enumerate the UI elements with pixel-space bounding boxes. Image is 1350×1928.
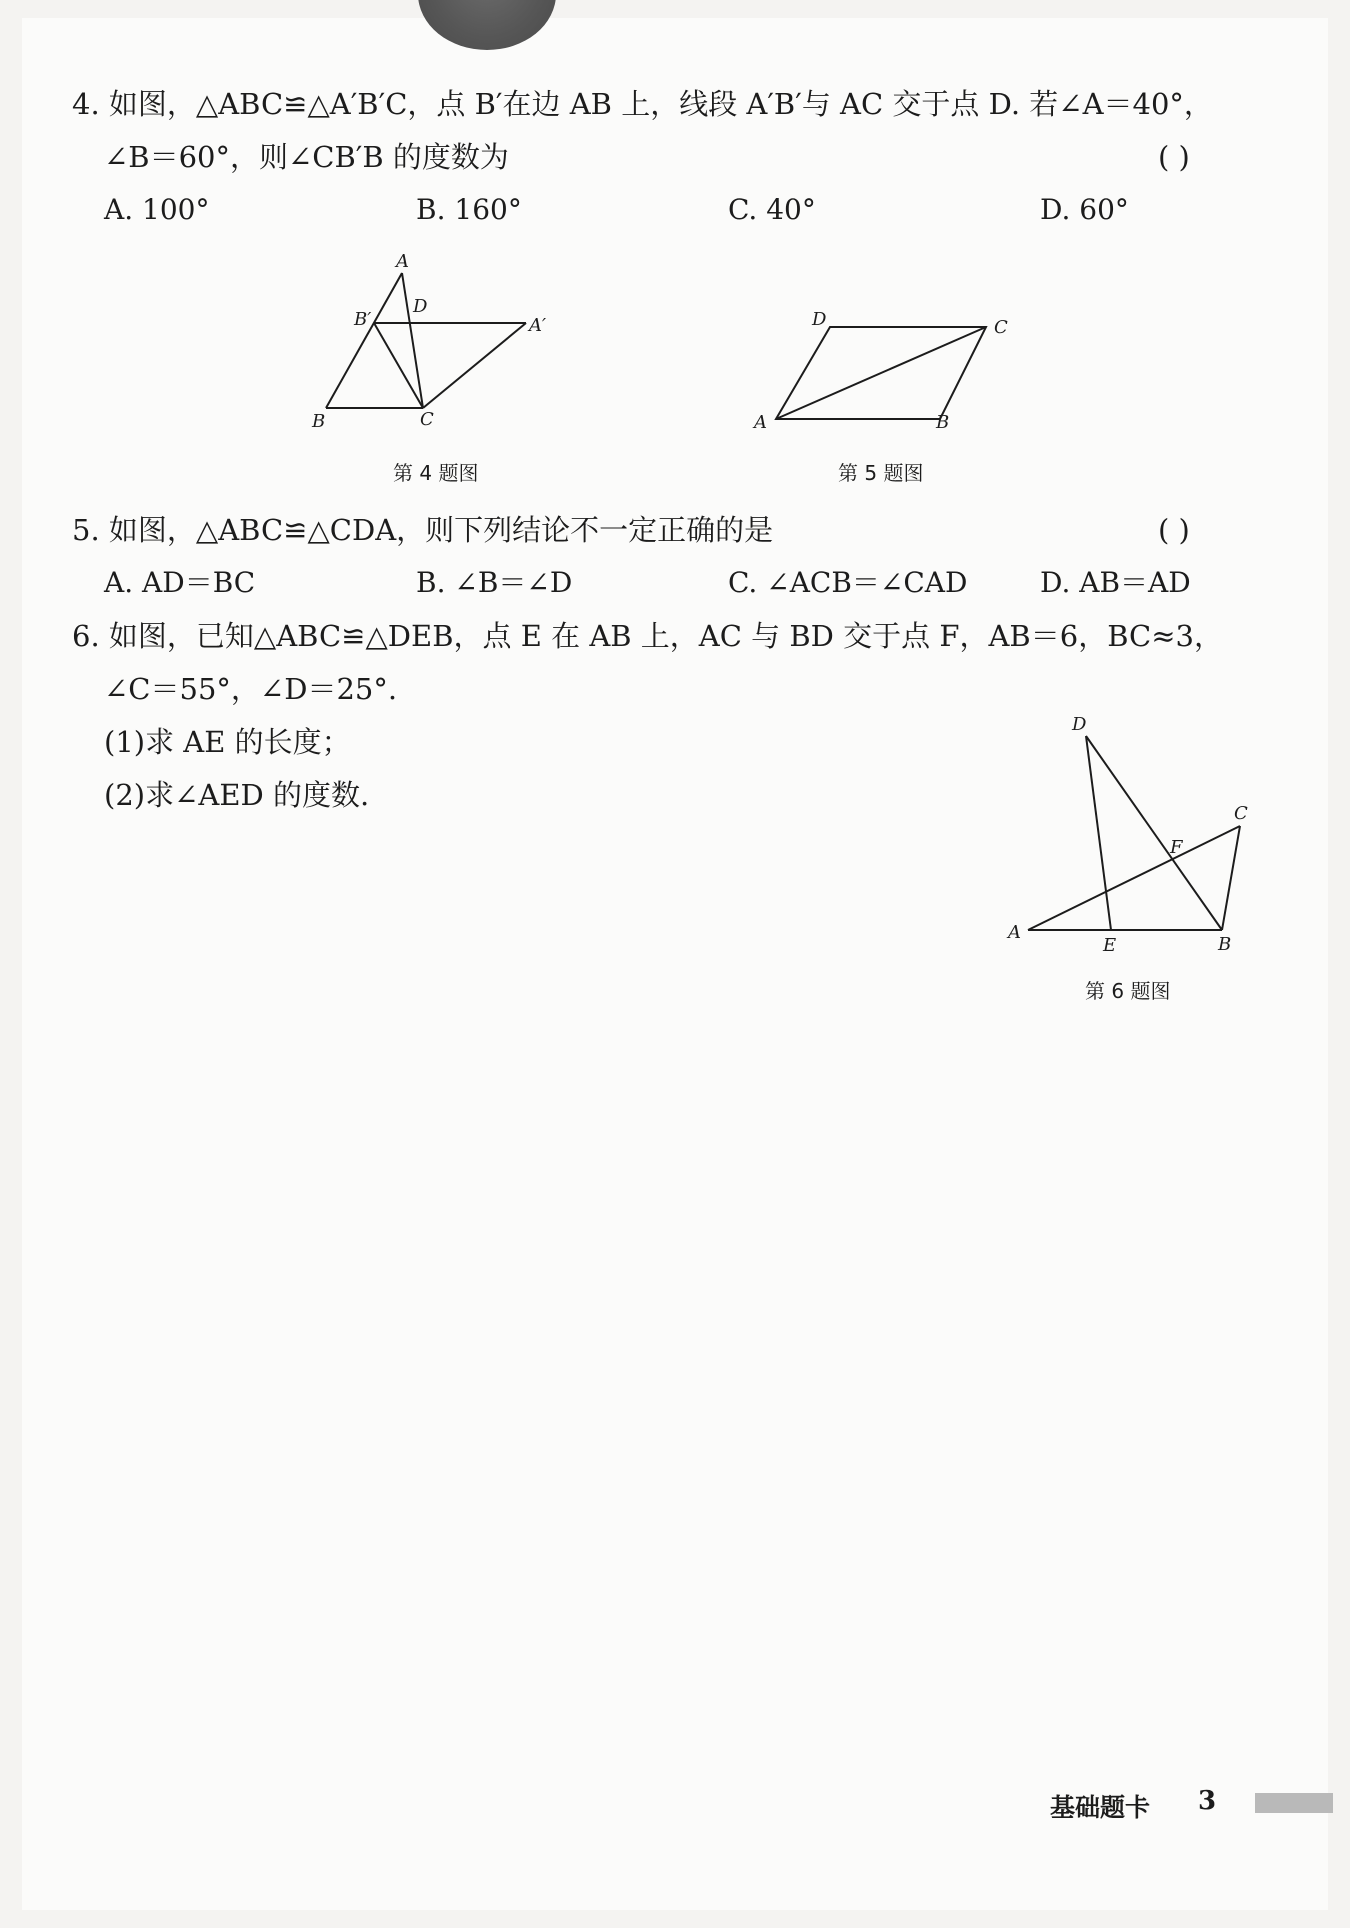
q6-figure xyxy=(1000,705,1270,955)
q5-point-d: D xyxy=(812,309,827,330)
q6-seg-ac xyxy=(1028,826,1240,930)
q4-seg-ac xyxy=(402,273,423,408)
q4-figure xyxy=(300,245,560,435)
q5-figure xyxy=(750,305,1030,435)
q5-answer-paren: ( ) xyxy=(1158,513,1190,547)
q5-point-b: B xyxy=(936,412,950,433)
q5-option-d: D. AB＝AD xyxy=(1040,566,1191,599)
q6-stem-line2: ∠C＝55°，∠D＝25°. xyxy=(104,672,398,706)
q4-point-a1: A′ xyxy=(529,315,547,336)
q4-point-b: B xyxy=(312,411,326,432)
page-number: 3 xyxy=(1198,1786,1217,1816)
q6-figure-caption: 第 6 题图 xyxy=(1085,979,1171,1003)
q6-point-e: E xyxy=(1103,935,1117,955)
footer-tab-bar xyxy=(1255,1793,1333,1813)
q6-stem-line1: 6. 如图，已知△ABC≌△DEB，点 E 在 AB 上，AC 与 BD 交于点 F，AB＝6，BC≈3， xyxy=(72,619,1223,653)
q4-point-b1: B′ xyxy=(354,309,372,330)
q5-option-a: A. AD＝BC xyxy=(104,566,256,599)
q4-option-d: D. 60° xyxy=(1040,193,1129,226)
q5-point-c: C xyxy=(994,317,1008,338)
q6-sub-question-2: (2)求∠AED 的度数. xyxy=(104,778,370,812)
q4-point-d: D xyxy=(413,296,428,317)
q5-option-c: C. ∠ACB＝∠CAD xyxy=(728,566,968,599)
q6-point-f: F xyxy=(1170,837,1183,858)
q4-option-c: C. 40° xyxy=(728,193,816,226)
q4-point-c: C xyxy=(420,409,434,430)
worksheet-page xyxy=(22,18,1328,1910)
q4-stem-line2: ∠B＝60°，则∠CB′B 的度数为 xyxy=(104,140,509,174)
q5-figure-caption: 第 5 题图 xyxy=(838,461,924,485)
q5-stem-line1: 5. 如图，△ABC≌△CDA，则下列结论不一定正确的是 xyxy=(72,513,774,547)
q4-stem-line1: 4. 如图，△ABC≌△A′B′C，点 B′在边 AB 上，线段 A′B′与 AC 交于点 D. 若∠A＝40°， xyxy=(72,87,1213,121)
q5-option-b: B. ∠B＝∠D xyxy=(416,566,573,599)
q5-point-a: A xyxy=(754,412,767,433)
q6-sub-question-1: (1)求 AE 的长度； xyxy=(104,725,351,759)
q6-seg-cb xyxy=(1222,826,1240,930)
footer-title: 基础题卡 xyxy=(1050,1793,1151,1822)
q4-answer-paren: ( ) xyxy=(1158,140,1190,174)
q5-diagonal-ac xyxy=(776,327,986,419)
q4-option-a: A. 100° xyxy=(104,193,210,226)
q4-seg-ab xyxy=(326,273,402,408)
q6-point-a: A xyxy=(1008,922,1021,943)
q6-point-b: B xyxy=(1218,934,1232,955)
q6-point-d: D xyxy=(1072,714,1087,735)
q4-point-a: A xyxy=(396,251,409,272)
q6-point-c: C xyxy=(1234,803,1248,824)
q4-option-b: B. 160° xyxy=(416,193,522,226)
q4-figure-caption: 第 4 题图 xyxy=(393,461,479,485)
q4-seg-a1c xyxy=(423,323,526,408)
